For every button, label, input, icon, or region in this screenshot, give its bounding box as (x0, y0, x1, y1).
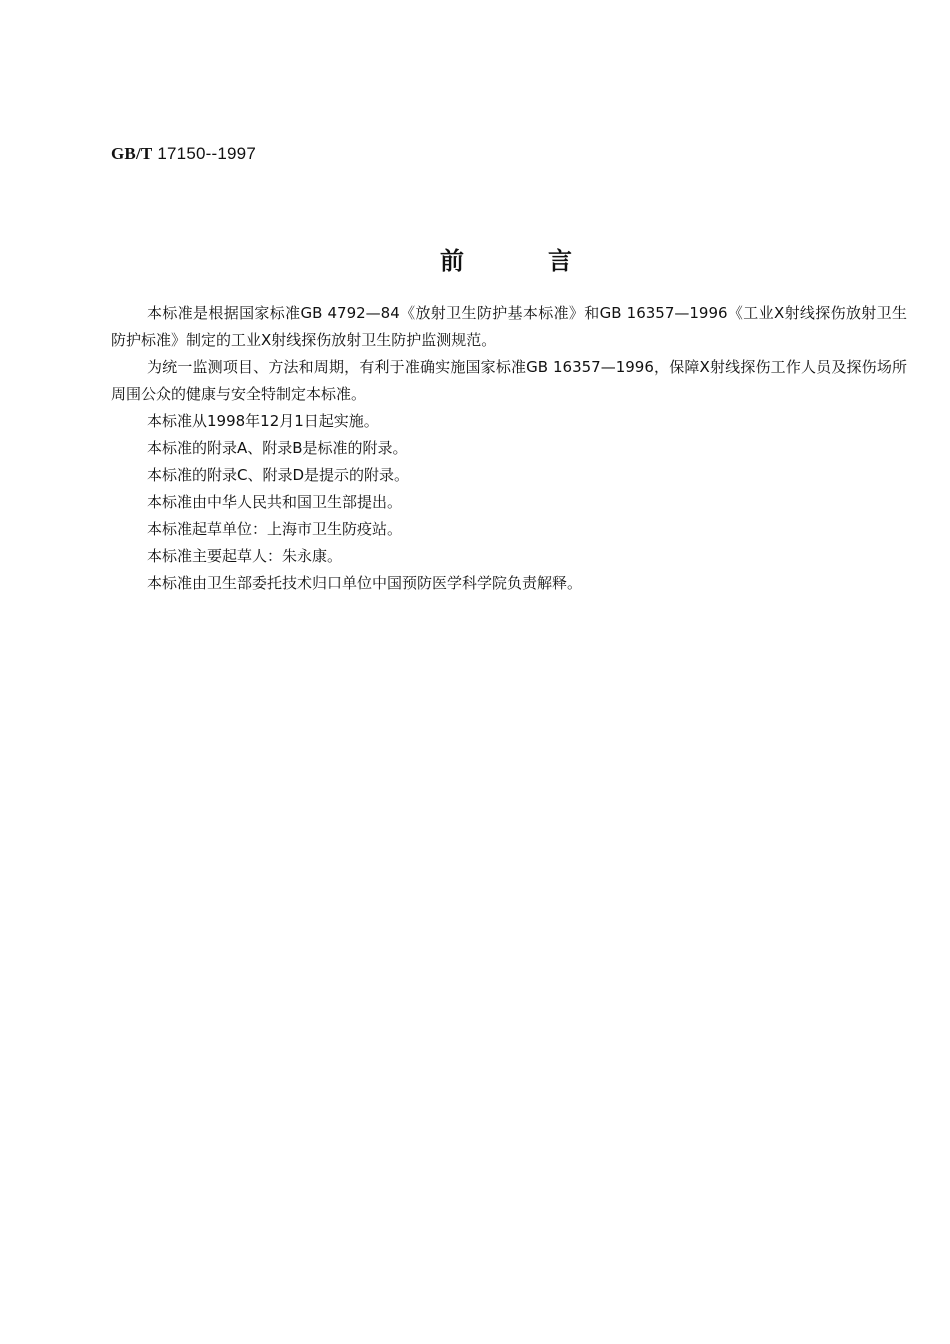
title-char-2: 言 (548, 247, 572, 275)
foreword-paragraph: 本标准主要起草人：朱永康。 (147, 547, 343, 565)
foreword-body (111, 300, 907, 597)
standard-code-number: 17150--1997 (157, 144, 256, 163)
foreword-paragraph: 本标准的附录C、附录D是提示的附录。 (147, 466, 410, 484)
foreword-paragraph: 本标准是根据国家标准GB 4792—84《放射卫生防护基本标准》和GB 16357—1996《工业X射线探伤放射卫生防护标准》制定的工业X射线探伤放射卫生防护监测规范。 (111, 304, 907, 349)
foreword-paragraph: 本标准由卫生部委托技术归口单位中国预防医学科学院负责解释。 (147, 574, 583, 592)
foreword-paragraph: 本标准起草单位：上海市卫生防疫站。 (147, 520, 403, 538)
foreword-paragraph: 本标准的附录A、附录B是标准的附录。 (147, 439, 408, 457)
foreword-paragraph: 为统一监测项目、方法和周期，有利于准确实施国家标准GB 16357—1996，保障X射线探伤工作人员及探伤场所周围公众的健康与安全特制定本标准。 (111, 358, 907, 403)
foreword-paragraph: 本标准从1998年12月1日起实施。 (147, 412, 379, 430)
page-title (440, 243, 580, 279)
title-char-1: 前 (440, 247, 464, 275)
foreword-paragraph: 本标准由中华人民共和国卫生部提出。 (147, 493, 403, 511)
standard-code-prefix: GB/T (111, 144, 153, 163)
standard-code (111, 144, 256, 164)
